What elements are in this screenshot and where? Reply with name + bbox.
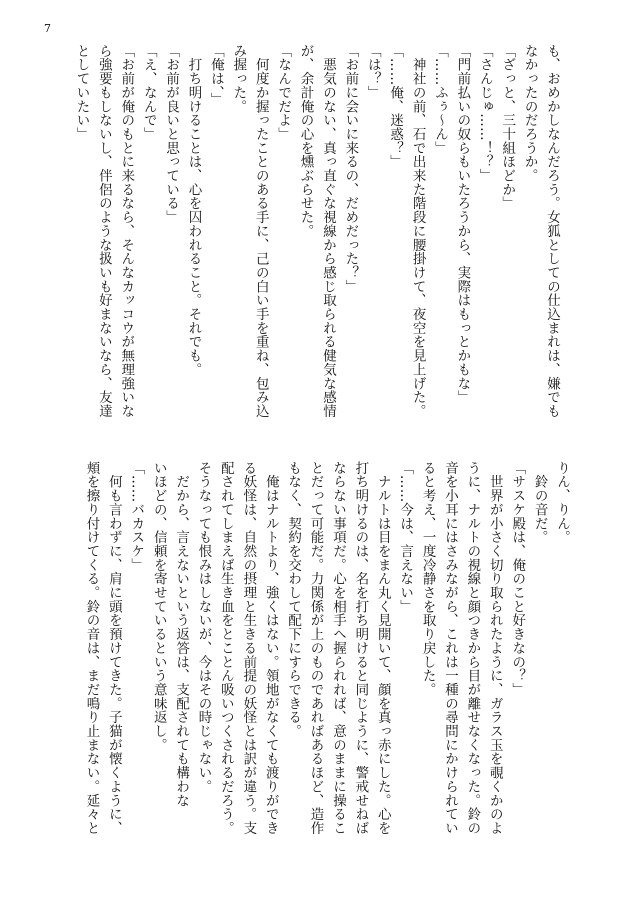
text-line: ら強要もしないし、伴侶のような扱いも好まないなら、友達 (95, 44, 112, 418)
text-line: 「サスケ殿は、俺のこと好きなの？」 (509, 461, 526, 697)
text-line: 悪気のない、真っ直ぐな視線から感じ取られる健気な感情 (319, 44, 336, 418)
text-line: 「……バカスケ」 (128, 461, 145, 572)
text-line: りん、りん。 (554, 461, 570, 545)
text-line: 打ち明けることは、心を囚われること。それでも。 (185, 44, 202, 377)
text-block-top (33, 44, 563, 424)
text-line: 「お前に会いに来るの、だめだった？」 (342, 44, 359, 294)
text-line: 「さんじゅ……！？」 (476, 44, 493, 183)
text-block-bottom (33, 461, 573, 851)
text-line: る妖怪は、自然の摂理と生きる前提の妖怪とは訳が違う。支 (240, 461, 257, 835)
text-line: 「は？」 (364, 44, 381, 100)
text-line: 頬を擦り付けてくる。鈴の音は、まだ鳴り止まない。延々と (83, 461, 100, 835)
text-line: 「お前が俺のもとに来るなら、そんなカッコウが無理強いな (118, 44, 135, 418)
text-line: が、余計俺の心を燻ぶらせた。 (297, 44, 314, 238)
text-line: なかったのだろうか。 (521, 44, 538, 183)
text-line: 神社の前、石で出来た階段に腰掛けて、夜空を見上げた。 (409, 44, 426, 418)
text-line: 「門前払いの奴らもいたろうから、実際はもっとかもな」 (454, 44, 471, 405)
text-line: 「お前が良いと思っている」 (163, 44, 180, 225)
text-line: 「え、なんで」 (140, 44, 157, 141)
text-line: ナルトは目をまん丸く見開いて、顔を真っ赤にした。心を (374, 461, 391, 835)
text-line: 打ち明けるのは、名を打ち明けると同じように、警戒せねば (352, 461, 369, 835)
text-line: いほどの、信頼を寄せているという意味返し。 (150, 461, 167, 752)
text-line: 「……ふぅ〜ん」 (431, 44, 448, 155)
text-line: 配されてしまえば生き血をとことん吸いつくされるだろう。 (217, 461, 234, 835)
text-line: としていたい」 (73, 44, 90, 141)
text-line: 「……俺、迷惑？」 (387, 44, 404, 169)
text-line: 「なんでだよ」 (275, 44, 292, 141)
text-line: 「……今は、言えない」 (397, 461, 414, 614)
text-line: 音を小耳にはさみながら、これは一種の尋問にかけられてい (441, 461, 458, 835)
text-line: ると考え、一度冷静さを取り戻した。 (419, 461, 436, 697)
text-line: 「ざっと、三十組ほどか」 (499, 44, 516, 211)
text-line: うに、ナルトの視線と顔つきから目が離せなくなった。鈴の (464, 461, 481, 835)
text-line: とだって可能だ。力関係が上のものであればあるほど、造作 (307, 461, 324, 835)
text-line: も、おめかしなんだろう。女狐としての仕込まれは、嫌でも (544, 44, 560, 418)
text-line: 俺はナルトより、強くはない。領地がなくても渡りができ (262, 461, 279, 835)
text-line: 世界が小さく切り取られたように、ガラス玉を覗くかのよ (486, 461, 503, 835)
text-line: だから、言えないという返答は、支配されても構わな (173, 461, 190, 808)
text-line: 何も言わずに、肩に頭を預けてきた。子猫が懐くように、 (105, 461, 122, 835)
text-line: 鈴の音だ。 (531, 461, 548, 545)
text-line: ならない事項だ。心を相手へ握られれば、意のままに操るこ (329, 461, 346, 835)
text-line: 「俺は、」 (207, 44, 224, 107)
text-line: み握った。 (230, 44, 247, 114)
text-line: そうなっても恨みはしないが、今はその時じゃない。 (195, 461, 212, 794)
page-number: 7 (44, 22, 51, 35)
text-line: 何度か握ったことのある手に、己の白い手を重ね、包み込 (252, 44, 269, 418)
text-line: もなく、契約を交わして配下にすらできる。 (285, 461, 302, 738)
